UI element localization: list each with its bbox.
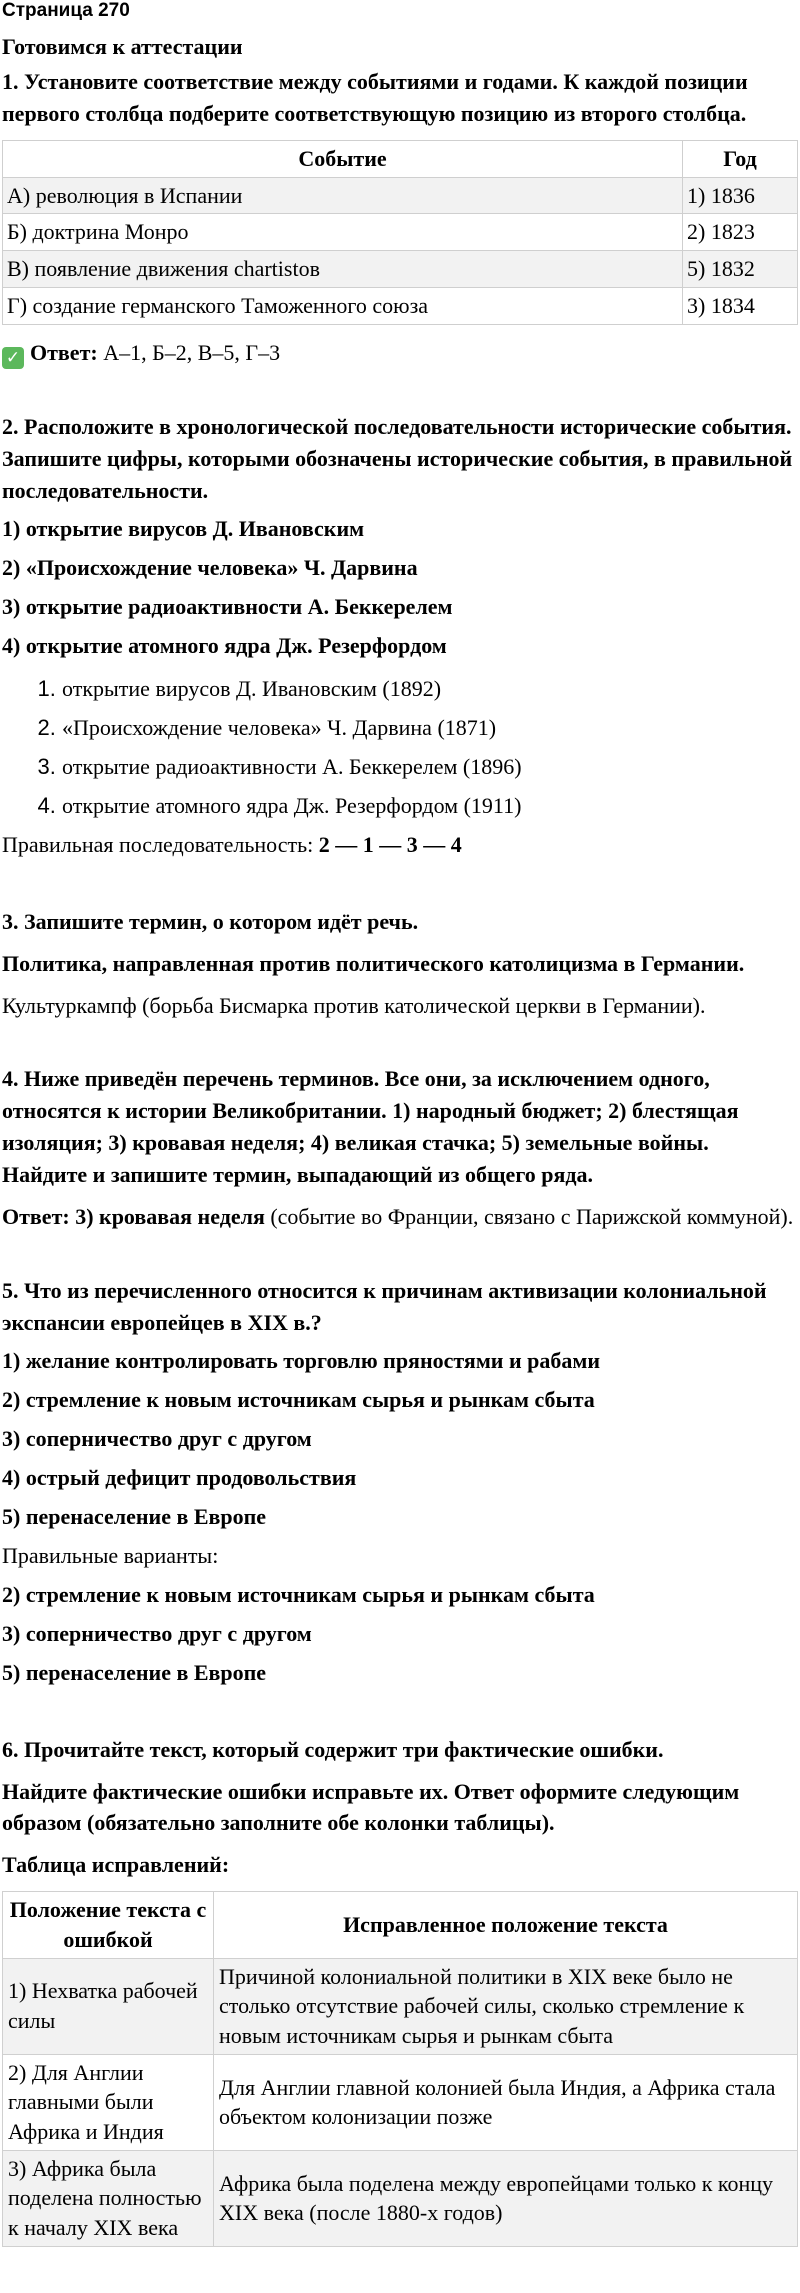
table-row (3, 2150, 798, 2246)
q6-fix-cell: Африка была поделена между европейцами только к концу XIX века (после 1880-х годов) (214, 2150, 798, 2246)
q4-answer-bold: Ответ: 3) кровавая неделя (2, 1204, 265, 1230)
question-1: 1. Установите соответствие между событиями и годами. К каждой позиции первого столбца подберите соответствующую позицию из второго столбца. (2, 68, 748, 126)
q1-event-cell: Г) создание германского Таможенного союза (3, 288, 683, 325)
q4-answer-rest: (событие во Франции, связано с Парижской коммуной). (264, 1204, 794, 1230)
q6-table (2, 1891, 798, 2247)
q6-instruction: Найдите фактические ошибки исправьте их. Ответ оформите следующим образом (обязательно заполните обе колонки таблицы). (2, 1778, 740, 1836)
q6-error-cell: 1) Нехватка рабочей силы (3, 1958, 214, 2054)
q2-sequence (2, 825, 798, 864)
table-row (3, 251, 798, 288)
q3-answer: Культуркампф (борьба Бисмарка против католической церкви в Германии). (2, 992, 706, 1018)
list-item: 5) перенаселение в Европе (2, 1659, 267, 1685)
q6-table-title: Таблица исправлений: (2, 1852, 230, 1878)
q6-header-error: Положение текста с ошибкой (3, 1892, 214, 1958)
q2-sequence-label: Правильная последовательность: (2, 831, 319, 857)
q2-options (2, 509, 798, 665)
list-item: 3) соперничество друг с другом (2, 1620, 312, 1646)
list-item: 2) «Происхождение человека» Ч. Дарвина (2, 554, 418, 580)
q3-prompt: Политика, направленная против политического католицизма в Германии. (2, 950, 745, 976)
q6-table-header (3, 1892, 798, 1958)
q1-table (2, 140, 798, 325)
table-row (3, 1958, 798, 2054)
q1-event-cell: В) появление движения chartistов (3, 251, 683, 288)
question-4: 4. Ниже приведён перечень терминов. Все они, за исключением одного, относятся к истории Великобритании. 1) народный бюджет; 2) блестящая изоляция; 3) кровавая неделя; 4) великая стачка; 5) земельные войны. Найдите и запишите термин, выпадающий из общего ряда. (2, 1066, 739, 1188)
list-item: 4. открытие атомного ядра Дж. Резерфордом (1911) (62, 786, 798, 825)
q4-answer (2, 1201, 798, 1233)
question-3: 3. Запишите термин, о котором идёт речь. (2, 908, 419, 934)
q1-header-year: Год (683, 140, 798, 177)
q1-table-header (3, 140, 798, 177)
q1-year-cell: 2) 1823 (683, 214, 798, 251)
q1-year-cell: 3) 1834 (683, 288, 798, 325)
list-item: 5) перенаселение в Европе (2, 1503, 267, 1529)
list-item: 3) соперничество друг с другом (2, 1425, 312, 1451)
q1-answer-value: А–1, Б–2, В–5, Г–3 (103, 340, 281, 366)
page-title: Страница 270 (2, 0, 130, 21)
list-item: 1) желание контролировать торговлю пряностями и рабами (2, 1347, 601, 1373)
q1-year-cell: 1) 1836 (683, 177, 798, 214)
q6-error-cell: 2) Для Англии главными были Африка и Индия (3, 2054, 214, 2150)
list-item: 1) открытие вирусов Д. Ивановским (2, 515, 365, 541)
question-5: 5. Что из перечисленного относится к причинам активизации колониальной экспансии европейцев в XIX в.? (2, 1277, 767, 1335)
q2-sequence-value: 2 — 1 — 3 — 4 (318, 831, 462, 857)
q2-answer-list (2, 669, 798, 825)
q5-options (2, 1341, 798, 1692)
table-row (3, 288, 798, 325)
check-mark-icon: ✓ (2, 347, 24, 369)
table-row (3, 2054, 798, 2150)
q1-answer-label: Ответ: (30, 340, 98, 366)
section-title: Готовимся к аттестации (2, 34, 243, 59)
list-item: 4) острый дефицит продовольствия (2, 1464, 357, 1490)
list-item: 2) стремление к новым источникам сырья и рынкам сбыта (2, 1386, 595, 1412)
question-6: 6. Прочитайте текст, который содержит три фактические ошибки. (2, 1736, 664, 1762)
list-item: 1. открытие вирусов Д. Ивановским (1892) (62, 669, 798, 708)
list-item: 2. «Происхождение человека» Ч. Дарвина (1871) (62, 708, 798, 747)
q1-event-cell: Б) доктрина Монро (3, 214, 683, 251)
table-row (3, 177, 798, 214)
q1-event-cell: А) революция в Испании (3, 177, 683, 214)
q1-answer (2, 337, 798, 369)
q6-header-fix: Исправленное положение текста (214, 1892, 798, 1958)
list-item: 4) открытие атомного ядра Дж. Резерфордом (2, 632, 447, 658)
q5-correct-label: Правильные варианты: (2, 1542, 219, 1568)
q6-fix-cell: Причиной колониальной политики в XIX веке было не столько отсутствие рабочей силы, сколько стремление к новым источникам сырья и рынкам сбыта (214, 1958, 798, 2054)
list-item: 3) открытие радиоактивности А. Беккерелем (2, 593, 453, 619)
q1-header-event: Событие (3, 140, 683, 177)
q6-error-cell: 3) Африка была поделена полностью к началу XIX века (3, 2150, 214, 2246)
q6-fix-cell: Для Англии главной колонией была Индия, а Африка стала объектом колонизации позже (214, 2054, 798, 2150)
question-2: 2. Расположите в хронологической последовательности исторические события. Запишите цифры, которыми обозначены исторические события, в правильной последовательности. (2, 414, 793, 503)
list-item: 2) стремление к новым источникам сырья и рынкам сбыта (2, 1581, 595, 1607)
list-item: 3. открытие радиоактивности А. Беккерелем (1896) (62, 747, 798, 786)
table-row (3, 214, 798, 251)
q1-year-cell: 5) 1832 (683, 251, 798, 288)
